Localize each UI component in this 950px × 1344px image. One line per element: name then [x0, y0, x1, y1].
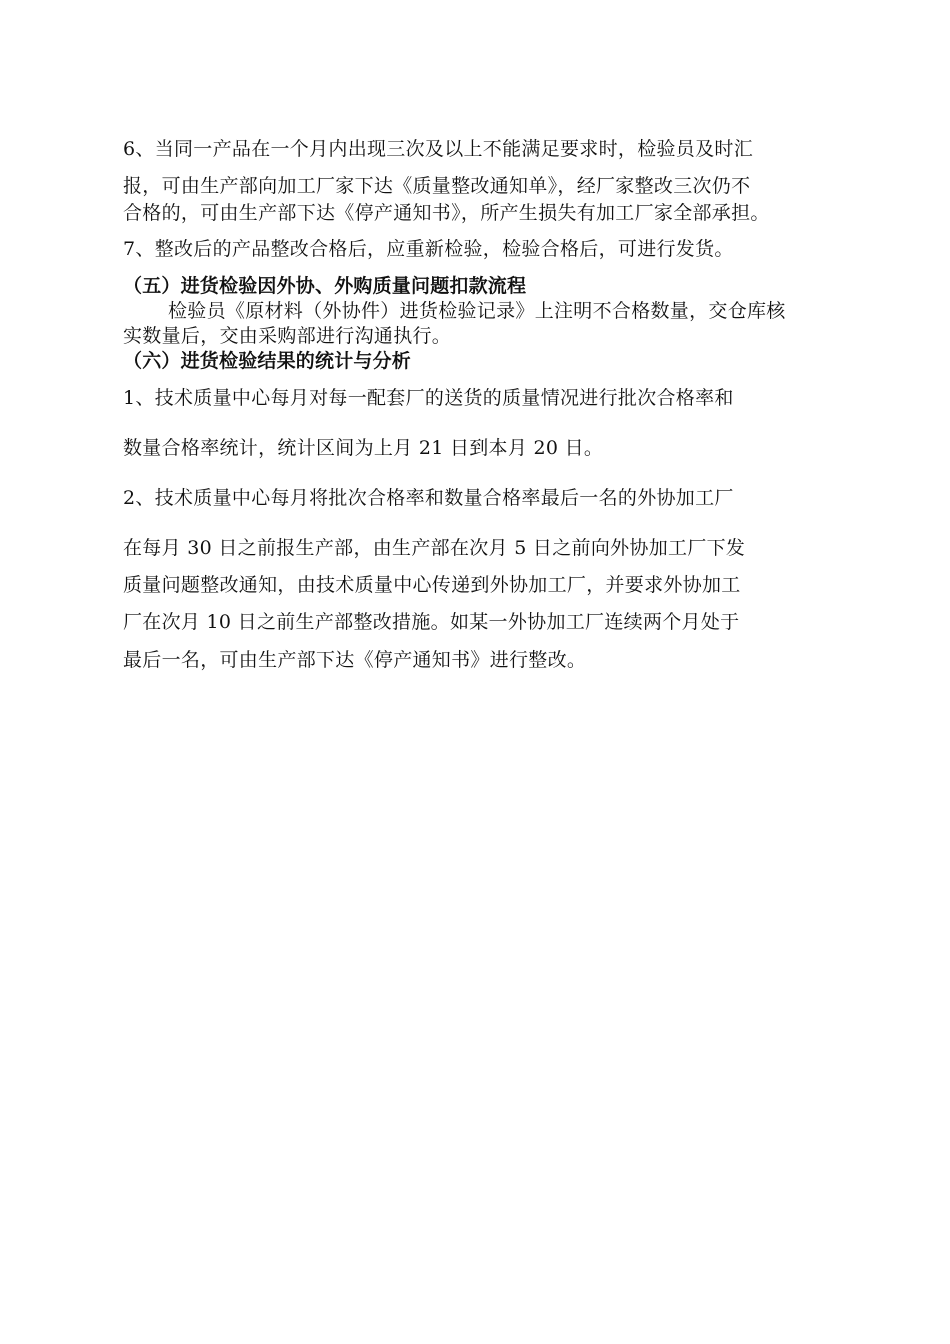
paragraph-line: 在每月 30 日之前报生产部，由生产部在次月 5 日之前向外协加工厂下发 [123, 537, 746, 559]
section-heading-5: （五）进货检验因外协、外购质量问题扣款流程 [123, 275, 527, 297]
paragraph-line: 厂在次月 10 日之前生产部整改措施。如某一外协加工厂连续两个月处于 [123, 611, 740, 633]
paragraph-line: 合格的，可由生产部下达《停产通知书》，所产生损失有加工厂家全部承担。 [123, 202, 770, 224]
paragraph-line: 2、技术质量中心每月将批次合格率和数量合格率最后一名的外协加工厂 [123, 487, 734, 509]
paragraph-line: 检验员《原材料（外协件）进货检验记录》上注明不合格数量，交仓库核 [168, 300, 786, 322]
paragraph-line: 7、整改后的产品整改合格后，应重新检验，检验合格后，可进行发货。 [123, 238, 734, 260]
paragraph-line: 6、当同一产品在一个月内出现三次及以上不能满足要求时，检验员及时汇 [123, 138, 753, 160]
paragraph-line: 实数量后，交由采购部进行沟通执行。 [123, 325, 452, 347]
paragraph-line: 质量问题整改通知，由技术质量中心传递到外协加工厂，并要求外协加工 [123, 574, 741, 596]
paragraph-line: 报，可由生产部向加工厂家下达《质量整改通知单》，经厂家整改三次仍不 [123, 175, 751, 197]
section-heading-6: （六）进货检验结果的统计与分析 [123, 350, 412, 372]
paragraph-line: 数量合格率统计，统计区间为上月 21 日到本月 20 日。 [123, 437, 604, 459]
paragraph-line: 最后一名，可由生产部下达《停产通知书》进行整改。 [123, 649, 587, 671]
paragraph-line: 1、技术质量中心每月对每一配套厂的送货的质量情况进行批次合格率和 [123, 387, 734, 409]
